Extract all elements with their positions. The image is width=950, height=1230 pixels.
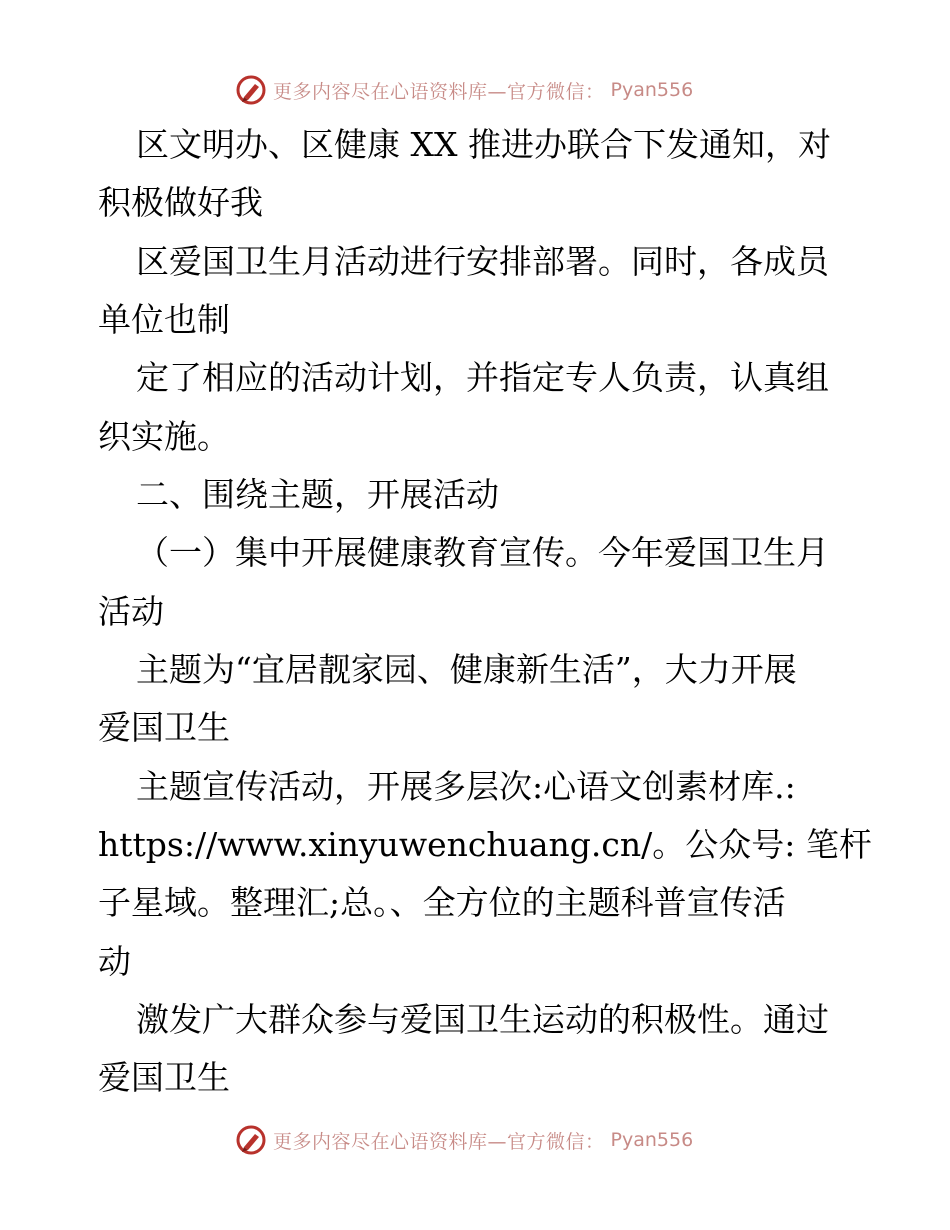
text-line: （一）集中开展健康教育宣传。今年爱国卫生月 [136, 533, 829, 572]
footer-watermark-handle: Pyan556 [610, 1129, 694, 1151]
text-line: 主题为“宜居靓家园、健康新生活”，大力开展 [136, 650, 797, 689]
pen-logo-icon [235, 74, 267, 106]
text-line: 区爱国卫生月活动进行安排部署。同时，各成员 [136, 242, 829, 281]
text-line: 爱国卫生 [98, 1058, 230, 1097]
text-line: 主题宣传活动，开展多层次:心语文创素材库.: [136, 767, 796, 806]
text-line: 动 [98, 942, 131, 981]
text-line: 子星域。整理汇;总。、全方位的主题科普宣传活 [98, 883, 786, 922]
header-watermark-handle: Pyan556 [610, 79, 694, 101]
header-watermark-text: 更多内容尽在心语资料库—官方微信： [273, 80, 605, 103]
text-line: 激发广大群众参与爱国卫生运动的积极性。通过 [136, 1000, 829, 1039]
header-watermark [235, 72, 693, 108]
pen-logo-icon [235, 1124, 267, 1156]
footer-watermark-text: 更多内容尽在心语资料库—官方微信： [273, 1130, 605, 1153]
text-line: 活动 [98, 592, 164, 631]
text-line: 爱国卫生 [98, 708, 230, 747]
footer-watermark [235, 1122, 693, 1158]
text-line: 二、围绕主题，开展活动 [136, 475, 499, 514]
text-line: 单位也制 [98, 300, 230, 339]
text-line: 区文明办、区健康 XX 推进办联合下发通知，对 [136, 125, 831, 164]
text-line: 织实施。 [98, 417, 230, 456]
text-line: 积极做好我 [98, 183, 263, 222]
text-line: 定了相应的活动计划，并指定专人负责，认真组 [136, 358, 829, 397]
text-line: https://www.xinyuwenchuang.cn/。公众号: 笔杆 [98, 825, 872, 864]
